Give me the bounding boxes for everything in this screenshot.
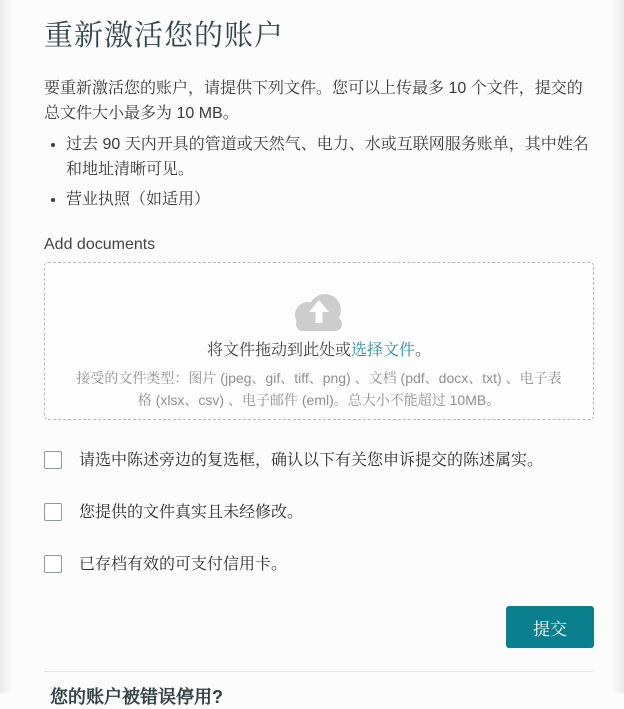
declaration-checkbox-1[interactable] [44,451,62,469]
declaration-row [44,502,594,525]
page-title: 重新激活您的账户 [44,20,285,52]
drop-instruction [207,337,431,360]
declaration-checkboxes [44,450,594,577]
declaration-checkbox-3[interactable] [44,555,62,573]
required-document-item: • 过去 90 天内开具的管道或天然气、电力、水或互联网服务账单，其中姓名和地址清晰可见。 [66,132,594,182]
declaration-checkbox-2[interactable] [44,503,62,521]
form-actions [44,606,594,648]
cloud-upload-icon [288,289,350,333]
file-drop-zone[interactable] [44,262,594,420]
section-divider [44,671,594,672]
choose-file-link[interactable]: 选择文件 [350,342,415,359]
add-documents-label: Add documents [44,236,156,253]
declaration-row [44,554,594,577]
required-documents-list [44,132,594,212]
declaration-label: 您提供的文件真实且未经修改。 [79,504,304,521]
declaration-row [44,450,594,473]
footer-question-heading: 您的账户被错误停用? [50,687,223,707]
drop-text-suffix: 。 [415,342,432,359]
declaration-label: 已存档有效的可支付信用卡。 [79,556,288,573]
submit-button[interactable]: 提交 [506,606,594,648]
accepted-file-types: 接受的文件类型：图片 (jpeg、gif、tiff、png) 、文档 (pdf、docx、txt) 、电子表格 (xlsx、csv) 、电子邮件 (eml)。总大小不能超过 10MB。 [76,370,562,408]
drop-text: 将文件拖动到此处或 [206,342,351,359]
required-document-item: • 营业执照（如适用） [66,187,594,212]
intro-paragraph: 要重新激活您的账户，请提供下列文件。您可以上传最多 10 个文件，提交的总文件大小最多为 10 MB。 [44,80,583,122]
declaration-label: 请选中陈述旁边的复选框，确认以下有关您申诉提交的陈述属实。 [79,452,544,469]
